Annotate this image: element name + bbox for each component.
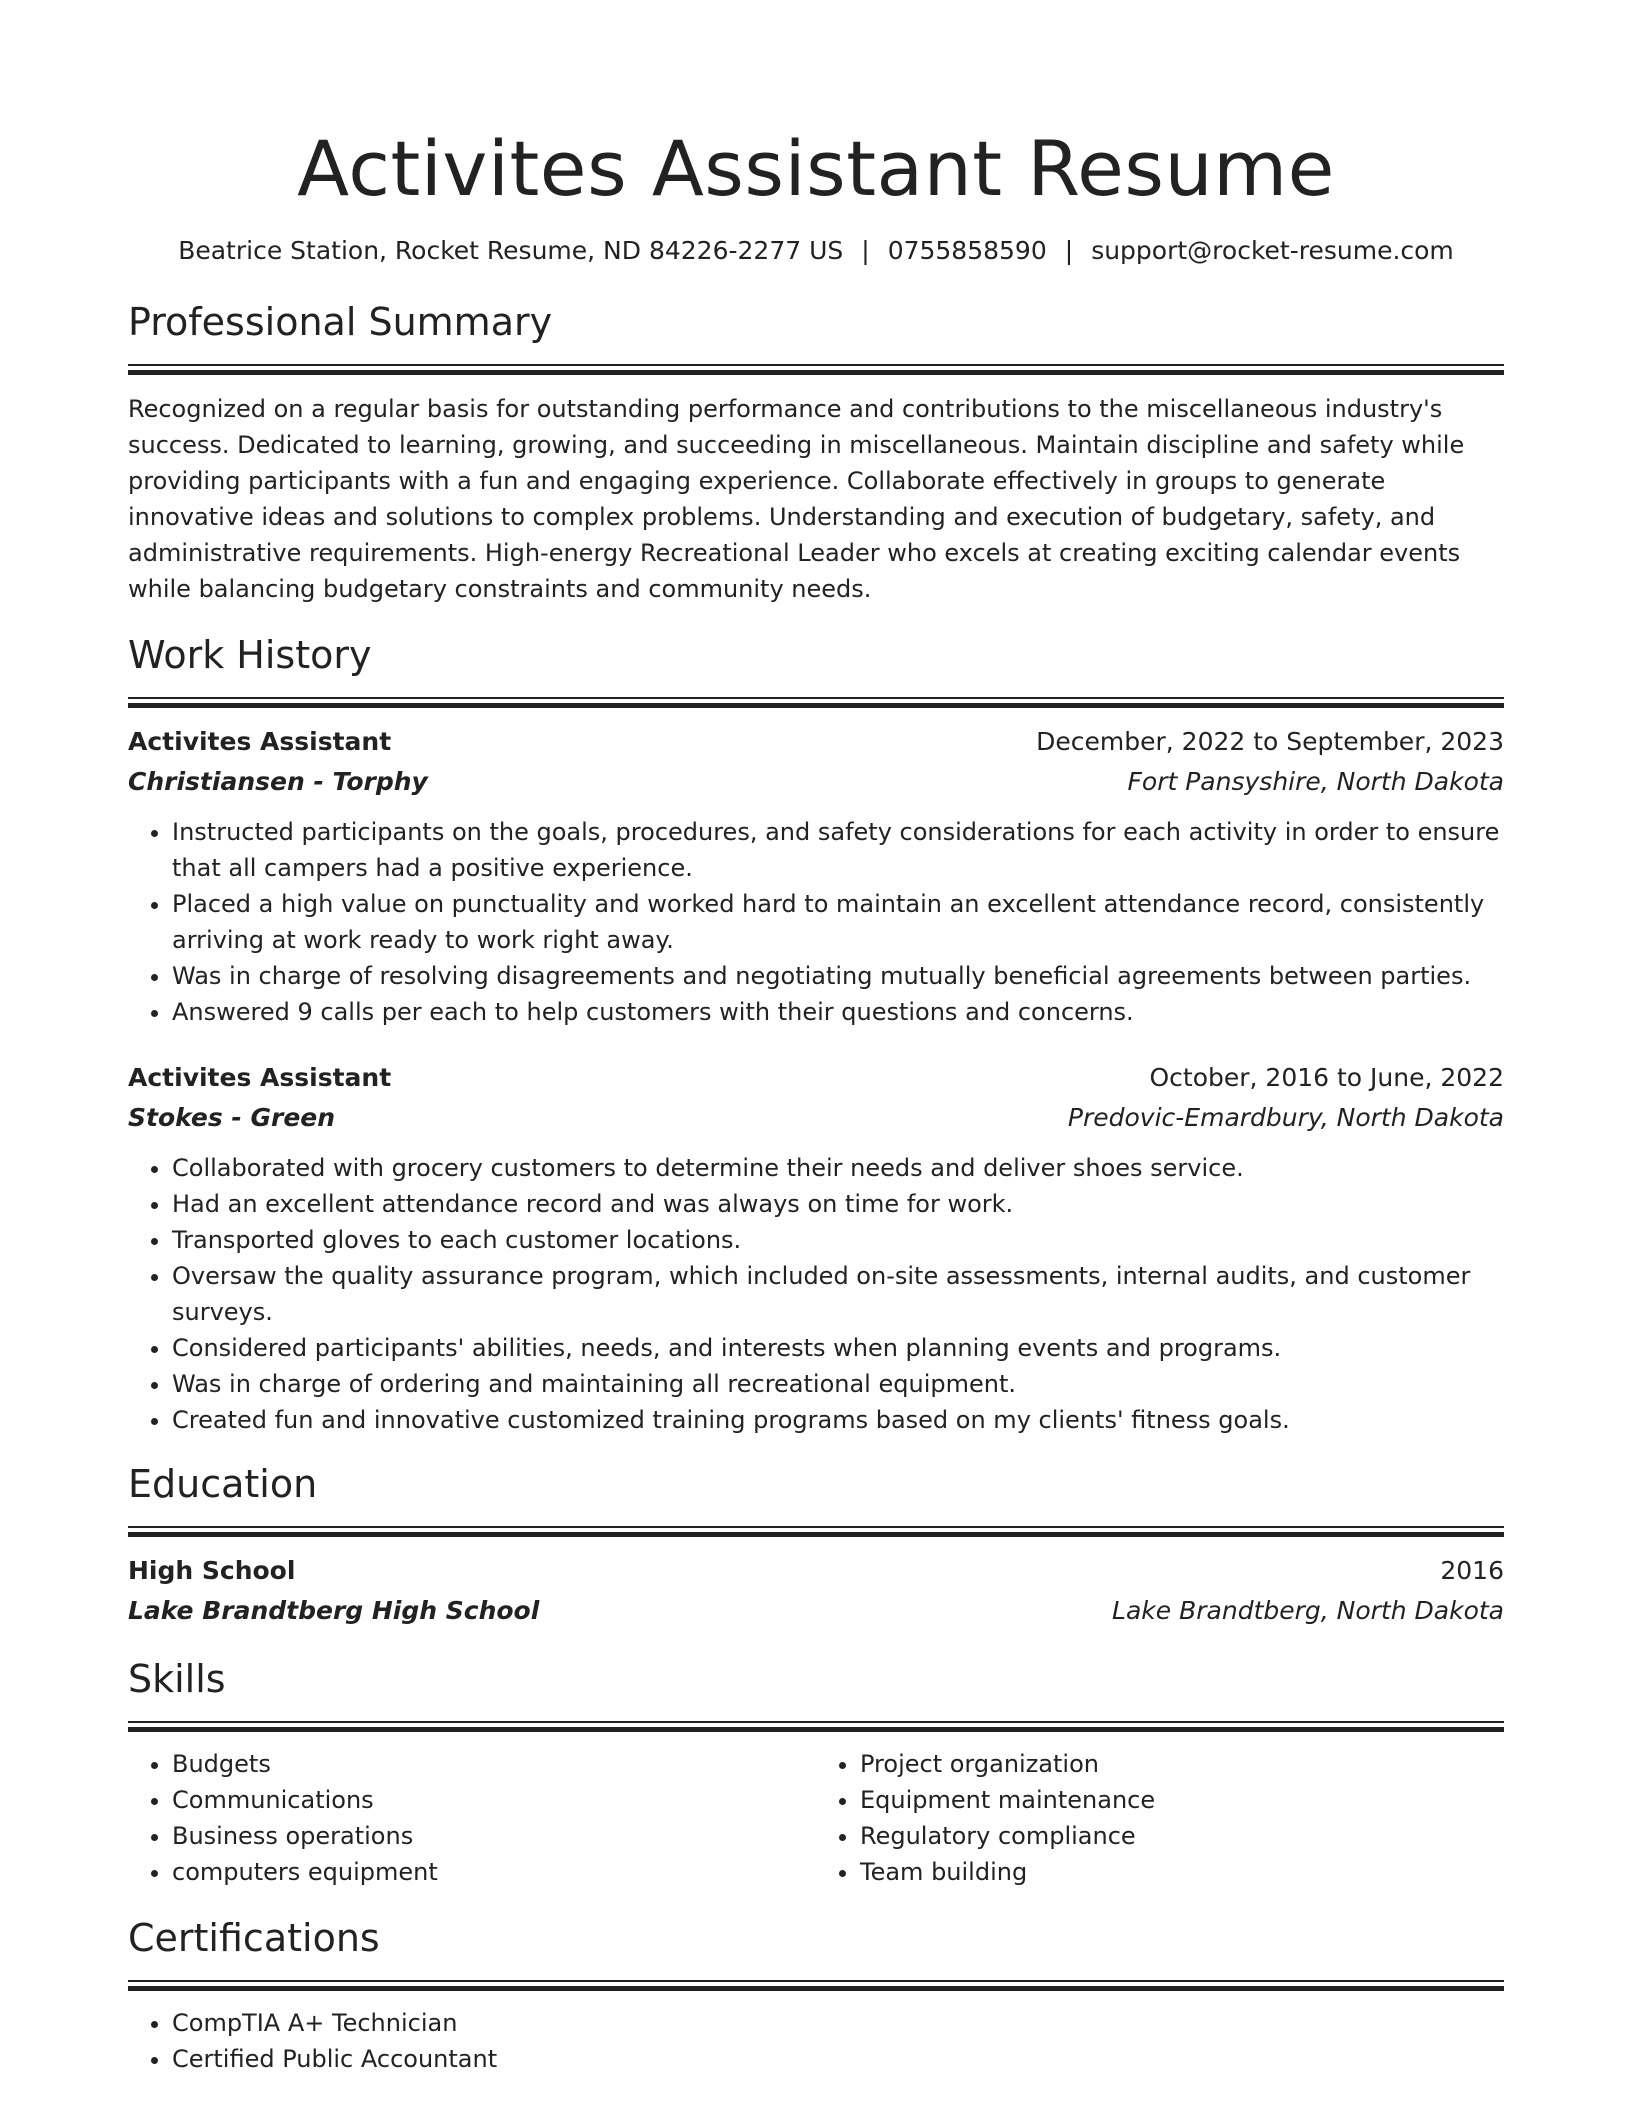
list-item: • Oversaw the quality assurance program, which included on-site assessments, internal audits, and customer surveys. (172, 1258, 1504, 1330)
list-item: • Communications (172, 1782, 816, 1818)
list-item: • Certified Public Accountant (172, 2041, 1504, 2077)
list-item: • CompTIA A+ Technician (172, 2005, 1504, 2041)
job-location: Predovic-Emardbury, North Dakota (1067, 1103, 1504, 1132)
job-dates: October, 2016 to June, 2022 (1149, 1063, 1504, 1092)
job-entry (128, 1058, 1504, 1438)
list-item: • Equipment maintenance (860, 1782, 1504, 1818)
skills-list-right (816, 1746, 1504, 1890)
contact-separator: | (861, 236, 870, 265)
list-item: • Had an excellent attendance record and was always on time for work. (172, 1186, 1504, 1222)
list-item: • Was in charge of resolving disagreements and negotiating mutually beneficial agreements between parties. (172, 958, 1504, 994)
contact-separator: | (1064, 236, 1074, 265)
list-item: • Project organization (860, 1746, 1504, 1782)
job-location: Fort Pansyshire, North Dakota (1127, 767, 1504, 796)
skills-heading: Skills (128, 1657, 226, 1701)
certifications-list (128, 2005, 1504, 2077)
certifications-heading: Certifications (128, 1916, 380, 1960)
job-company: Stokes - Green (128, 1103, 336, 1132)
list-item: • Was in charge of ordering and maintaining all recreational equipment. (172, 1366, 1504, 1402)
education-degree: High School (128, 1556, 296, 1585)
summary-section (128, 296, 1504, 607)
list-item: • Instructed participants on the goals, procedures, and safety considerations for each activity in order to ensure that all campers had a positive experience. (172, 814, 1504, 886)
list-item: • Business operations (172, 1818, 816, 1854)
skills-section (128, 1653, 1504, 1890)
list-item: • computers equipment (172, 1854, 816, 1890)
job-dates: December, 2022 to September, 2023 (1036, 727, 1504, 756)
job-bullets (128, 814, 1504, 1030)
education-entry (128, 1551, 1504, 1631)
contact-line (128, 234, 1504, 268)
summary-heading: Professional Summary (128, 300, 553, 344)
contact-email: support@rocket-resume.com (1091, 236, 1454, 265)
job-bullets (128, 1150, 1504, 1438)
education-heading: Education (128, 1462, 318, 1506)
job-company: Christiansen - Torphy (128, 767, 428, 796)
section-divider (128, 364, 1504, 375)
section-divider (128, 697, 1504, 708)
job-entry (128, 722, 1504, 1030)
skills-columns (128, 1746, 1504, 1890)
resume-page (128, 118, 1504, 2077)
list-item: • Considered participants' abilities, needs, and interests when planning events and programs. (172, 1330, 1504, 1366)
contact-phone: 0755858590 (887, 236, 1047, 265)
education-section (128, 1458, 1504, 1631)
education-school: Lake Brandtberg High School (128, 1596, 540, 1625)
section-divider (128, 1721, 1504, 1732)
list-item: • Answered 9 calls per each to help customers with their questions and concerns. (172, 994, 1504, 1030)
job-title: Activites Assistant (128, 727, 392, 756)
education-location: Lake Brandtberg, North Dakota (1112, 1596, 1504, 1625)
list-item: • Transported gloves to each customer locations. (172, 1222, 1504, 1258)
education-year: 2016 (1440, 1556, 1504, 1585)
certifications-section (128, 1912, 1504, 2077)
contact-address: Beatrice Station, Rocket Resume, ND 84226-2277 US (178, 236, 844, 265)
summary-text: Recognized on a regular basis for outstanding performance and contributions to the miscellaneous industry's success. Dedicated to learning, growing, and succeeding in miscellaneous. Maintain discipline and safety while providing participants with a fun and engaging experience. Collaborate effectively in groups to generate innovative ideas and solutions to complex problems. Understanding and execution of budgetary, safety, and administrative requirements. High-energy Recreational Leader who excels at creating exciting calendar events while balancing budgetary constraints and community needs. (128, 395, 1465, 603)
work-history-heading: Work History (128, 633, 372, 677)
list-item: • Regulatory compliance (860, 1818, 1504, 1854)
list-item: • Collaborated with grocery customers to determine their needs and deliver shoes service. (172, 1150, 1504, 1186)
resume-title: Activites Assistant Resume (297, 124, 1335, 213)
section-divider (128, 1980, 1504, 1991)
work-history-section (128, 629, 1504, 1438)
section-divider (128, 1526, 1504, 1537)
list-item: • Placed a high value on punctuality and worked hard to maintain an excellent attendance record, consistently arriving at work ready to work right away. (172, 886, 1504, 958)
job-title: Activites Assistant (128, 1063, 392, 1092)
list-item: • Budgets (172, 1746, 816, 1782)
list-item: • Team building (860, 1854, 1504, 1890)
list-item: • Created fun and innovative customized training programs based on my clients' fitness goals. (172, 1402, 1504, 1438)
skills-list-left (128, 1746, 816, 1890)
